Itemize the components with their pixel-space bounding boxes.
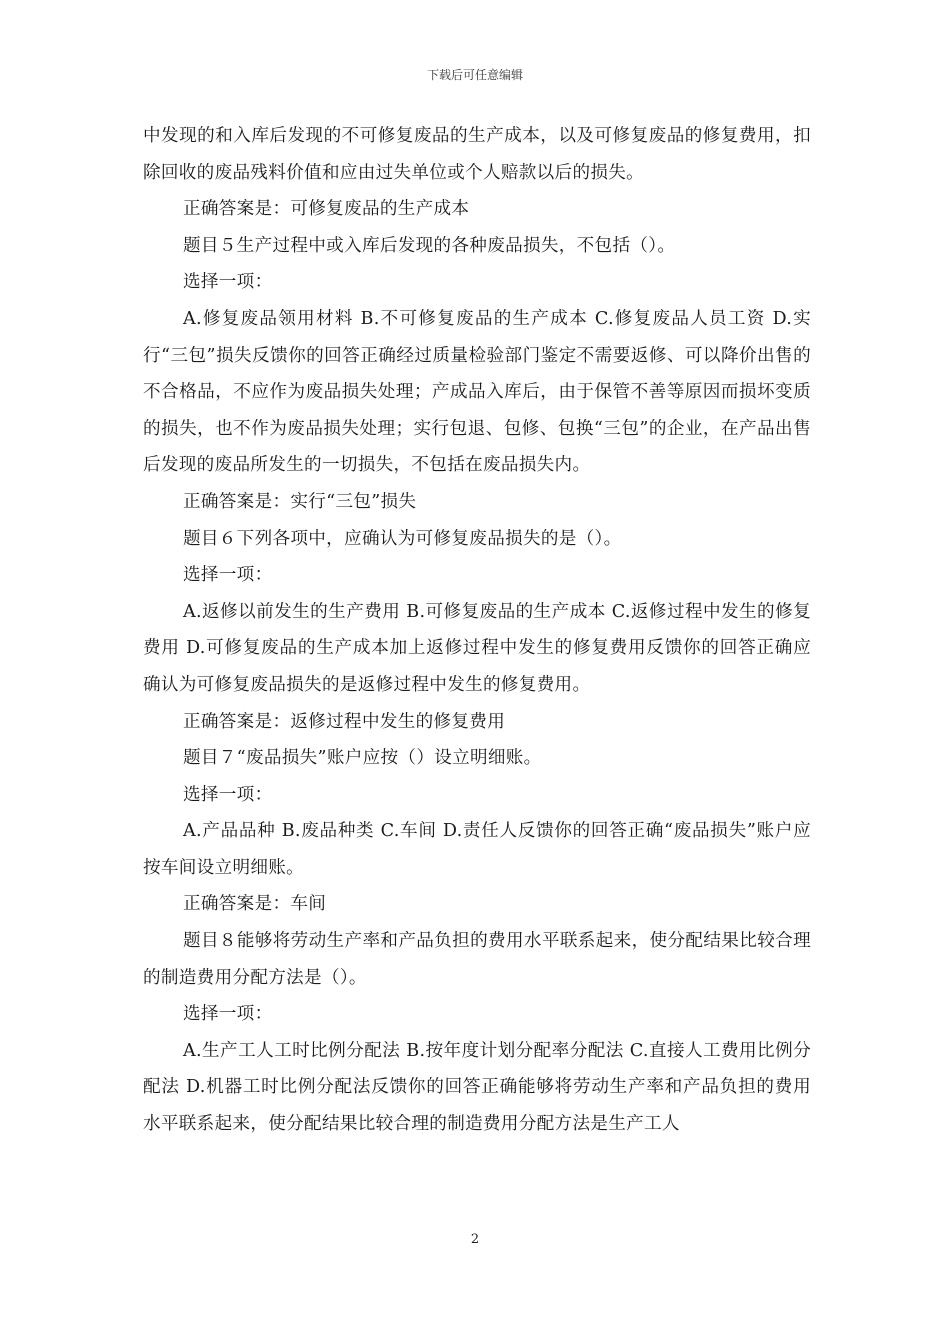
options-feedback: A.修复废品领用材料 B.不可修复废品的生产成本 C.修复废品人员工资 D.实行“三包”损失反馈你的回答正确经过质量检验部门鉴定不需要返修、可以降价出售的不合格品，不应作为废品损失处理；产成品入库后，由于保管不善等原因而损坏变质的损失，也不作为废品损失处理；实行包退、包修、包换“三包”的企业，在产品出售后发现的废品所发生的一切损失，不包括在废品损失内。 — [143, 308, 811, 476]
select-prompt: 选择一项： — [183, 272, 273, 293]
correct-answer: 正确答案是：可修复废品的生产成本 — [183, 199, 470, 220]
paragraph: 中发现的和入库后发现的不可修复废品的生产成本，以及可修复废品的修复费用，扣除回收的废品残料价值和应由过失单位或个人赔款以后的损失。 — [143, 126, 811, 183]
options-feedback: A.产品品种 B.废品种类 C.车间 D.责任人反馈你的回答正确“废品损失”账户应按车间设立明细账。 — [143, 821, 811, 878]
document-body — [143, 118, 811, 1143]
question-title: 题目８能够将劳动生产率和产品负担的费用水平联系起来，使分配结果比较合理的制造费用分配方法是（）。 — [143, 931, 811, 988]
correct-answer: 正确答案是：车间 — [183, 894, 327, 915]
correct-answer: 正确答案是：返修过程中发生的修复费用 — [183, 711, 506, 732]
question-title: 题目５生产过程中或入库后发现的各种废品损失，不包括（）。 — [183, 235, 676, 256]
page-number: 2 — [470, 1232, 480, 1247]
options-feedback: A.生产工人工时比例分配法 B.按年度计划分配率分配法 C.直接人工费用比例分配法 D.机器工时比例分配法反馈你的回答正确能够将劳动生产率和产品负担的费用水平联系起来，使分配结果比较合理的制造费用分配方法是生产工人 — [143, 1040, 811, 1135]
page-header: 下载后可任意编辑 — [426, 68, 523, 82]
options-feedback: A.返修以前发生的生产费用 B.可修复废品的生产成本 C.返修过程中发生的修复费用 D.可修复废品的生产成本加上返修过程中发生的修复费用反馈你的回答正确应确认为可修复废品损失的是返修过程中发生的修复费用。 — [143, 601, 811, 695]
correct-answer: 正确答案是：实行“三包”损失 — [183, 491, 417, 512]
question-title: 题目７“废品损失”账户应按（）设立明细账。 — [183, 748, 542, 769]
select-prompt: 选择一项： — [183, 784, 273, 805]
select-prompt: 选择一项： — [183, 1004, 273, 1025]
select-prompt: 选择一项： — [183, 565, 273, 586]
question-title: 题目６下列各项中，应确认为可修复废品损失的是（）。 — [183, 528, 622, 549]
